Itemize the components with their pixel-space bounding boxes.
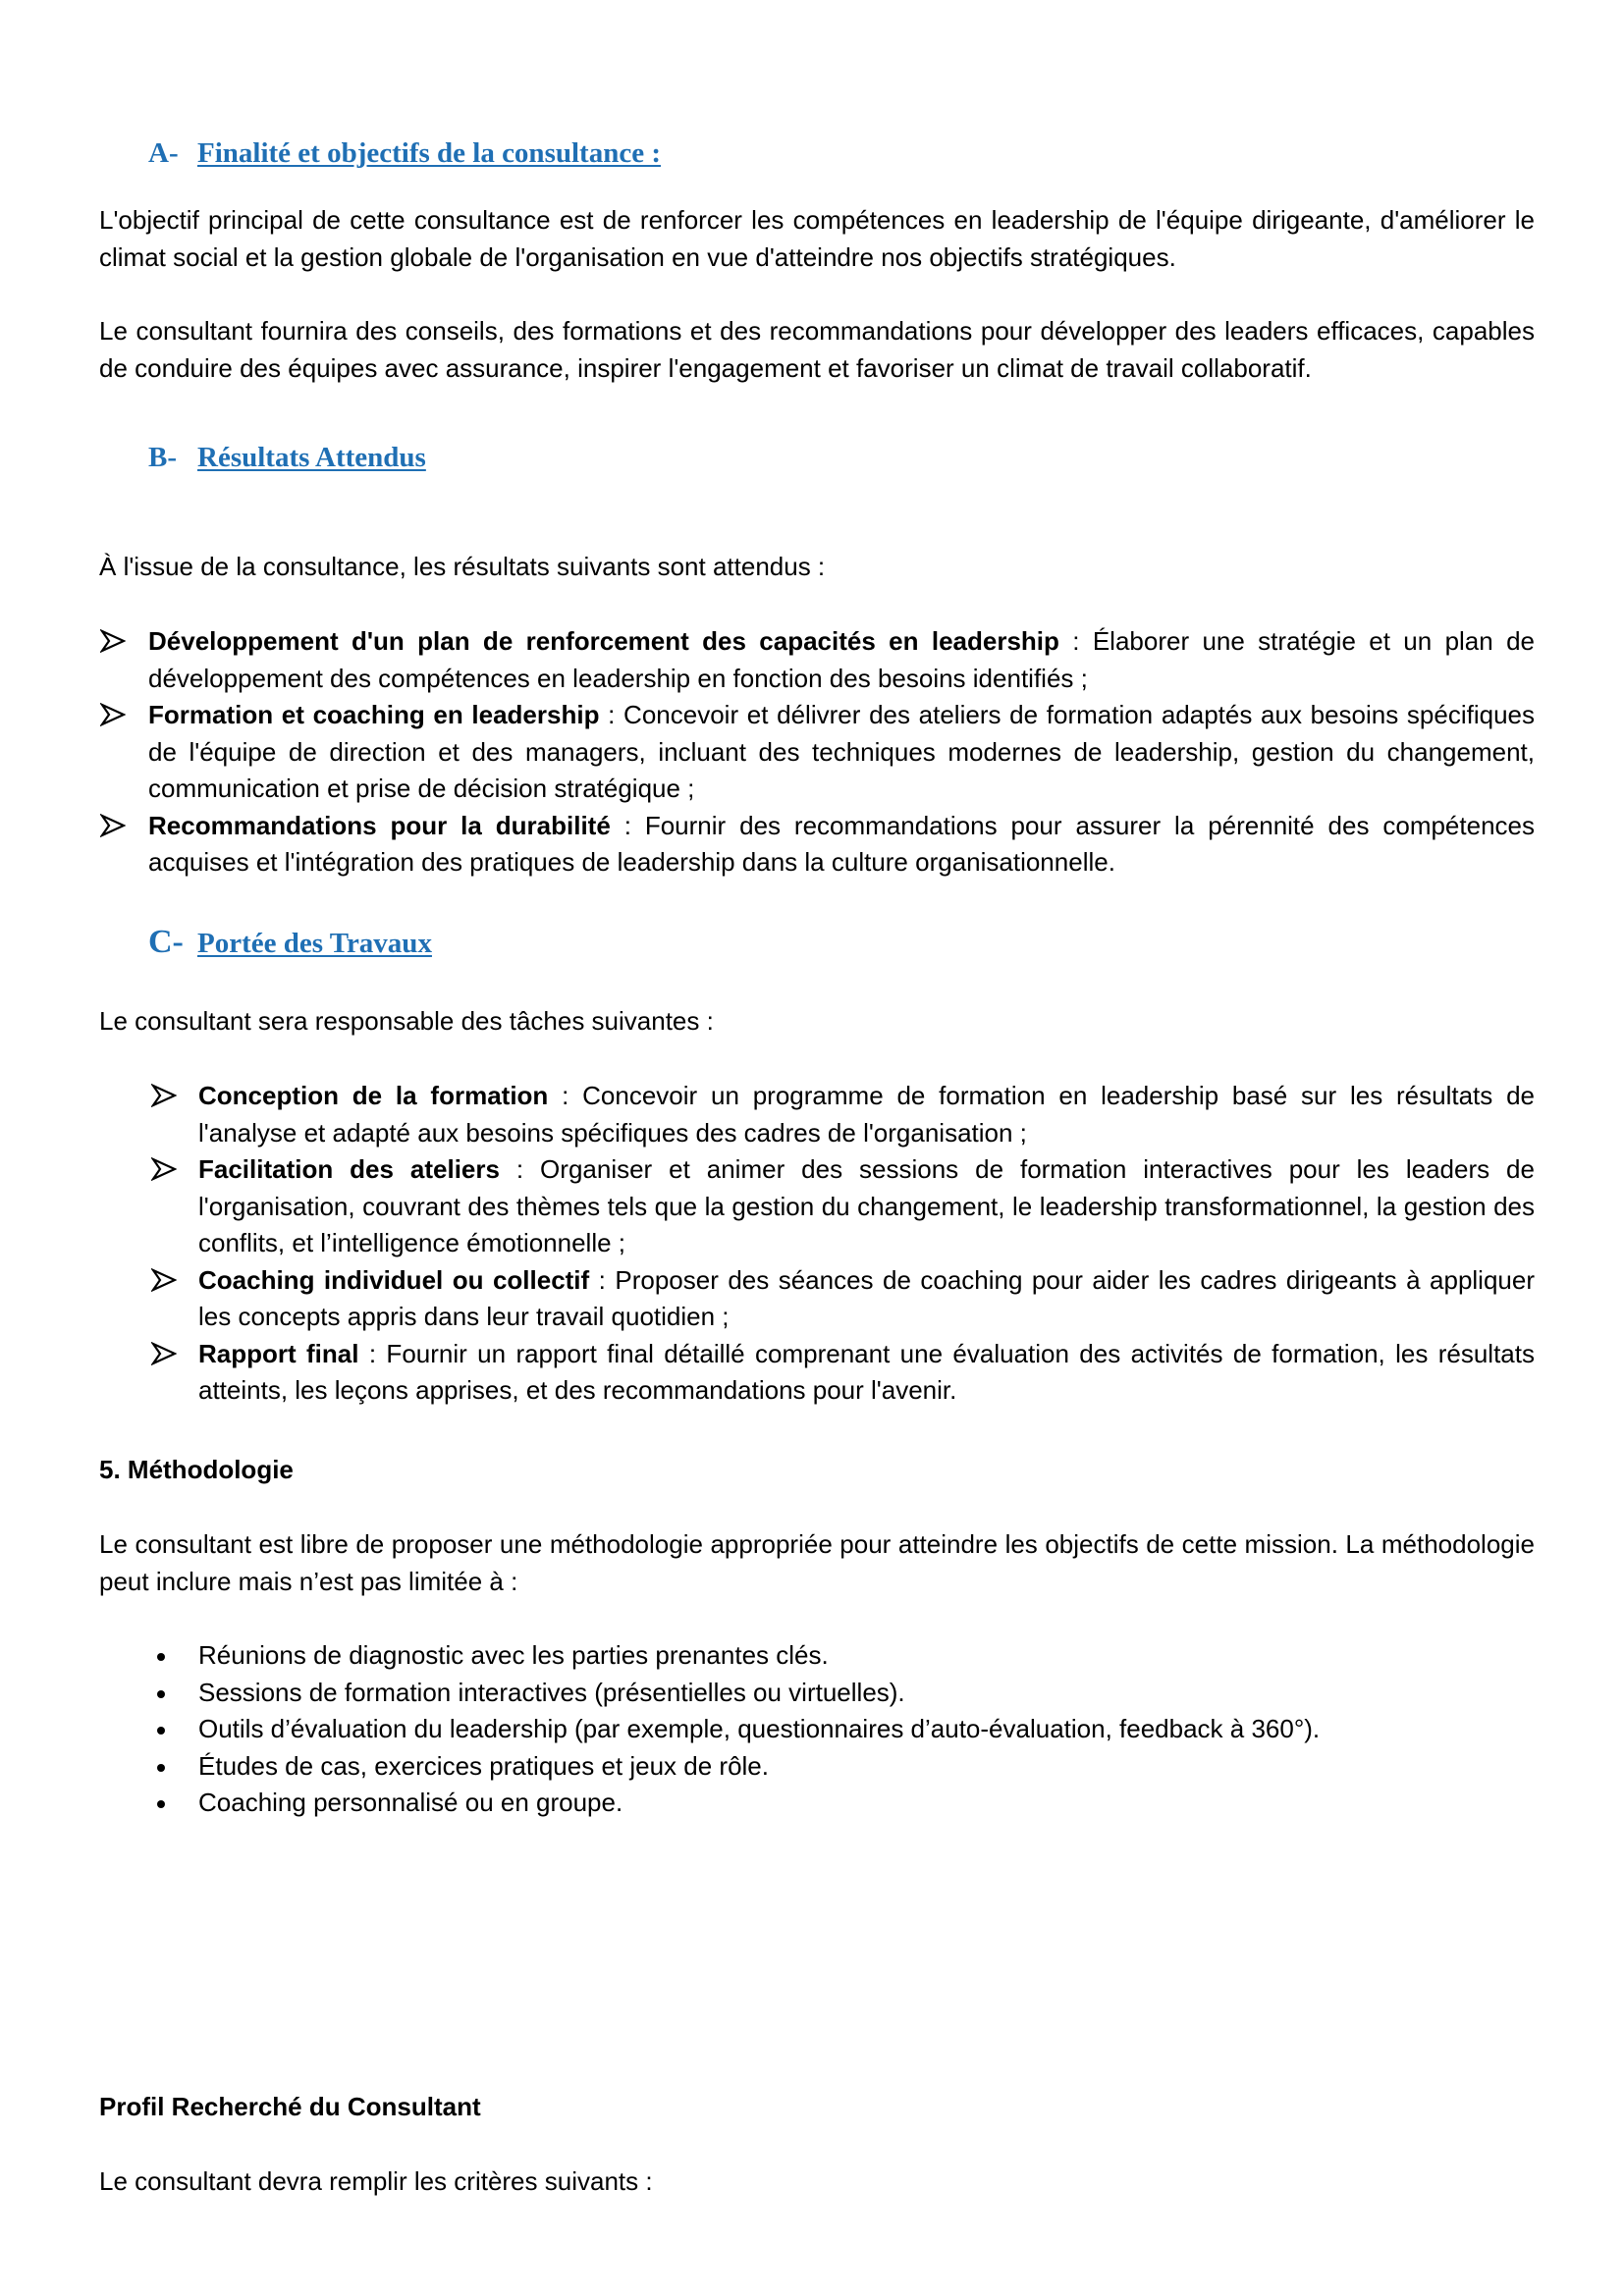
result-title: Recommandations pour la durabilité — [148, 810, 611, 840]
section-a-letter: A- — [148, 137, 179, 169]
bullet-dot-icon — [157, 1764, 165, 1772]
methodology-title: 5. Méthodologie — [99, 1455, 294, 1484]
intro-paragraph-2: Le consultant fournira des conseils, des formations et des recommandations pour développer des leaders efficaces, capables de conduire des équipes avec assurance, inspirer l'engagement et favoriser un climat de travail collaboratif. — [99, 316, 1535, 383]
section-c-heading — [148, 925, 432, 961]
list-item — [198, 1711, 1535, 1748]
list-item — [198, 1336, 1535, 1410]
intro-paragraph-1: L'objectif principal de cette consultance est de renforcer les compétences en leadership de l'équipe dirigeante, d'améliorer le climat social et la gestion globale de l'organisation en vue d'atteindre nos objectifs stratégiques. — [99, 205, 1535, 272]
section-b-heading — [148, 440, 426, 475]
section-b-title: Résultats Attendus — [197, 442, 426, 473]
arrow-bullet-icon — [151, 1268, 177, 1292]
list-item — [148, 623, 1535, 697]
list-item — [148, 808, 1535, 881]
methodology-item-text: Outils d’évaluation du leadership (par exemple, questionnaires d’auto-évaluation, feedback à 360°). — [198, 1714, 1321, 1743]
tasks-list — [198, 1078, 1535, 1410]
arrow-bullet-icon — [151, 1084, 177, 1107]
results-intro: À l'issue de la consultance, les résultats suivants sont attendus : — [99, 552, 826, 581]
arrow-bullet-icon — [151, 1157, 177, 1181]
list-item — [198, 1151, 1535, 1262]
list-item — [148, 697, 1535, 808]
task-title: Conception de la formation — [198, 1081, 549, 1110]
arrow-bullet-icon — [100, 703, 126, 726]
list-item — [198, 1785, 1535, 1822]
section-c-letter: C- — [148, 924, 184, 960]
arrow-bullet-icon — [100, 814, 126, 837]
result-title: Formation et coaching en leadership — [148, 700, 600, 729]
list-item — [198, 1637, 1535, 1675]
task-text: : Concevoir un programme de formation en leadership basé sur les résultats de l'analyse et adapté aux besoins spécifiques des cadres de l'organisation ; — [198, 1081, 1535, 1148]
methodology-item-text: Sessions de formation interactives (présentielles ou virtuelles). — [198, 1677, 905, 1707]
section-c-title: Portée des Travaux — [197, 928, 432, 959]
methodology-item-text: Réunions de diagnostic avec les parties prenantes clés. — [198, 1640, 829, 1670]
methodology-item-text: Coaching personnalisé ou en groupe. — [198, 1788, 623, 1817]
result-text: : Fournir des recommandations pour assurer la pérennité des compétences acquises et l'intégration des pratiques de leadership dans la culture organisationnelle. — [148, 810, 1535, 877]
task-title: Facilitation des ateliers — [198, 1154, 500, 1184]
section-b-letter: B- — [148, 442, 177, 473]
result-text: : Concevoir et délivrer des ateliers de formation adaptés aux besoins spécifiques de l'équipe de direction et des managers, incluant des techniques modernes de leadership, gestion du changement, communication et prise de décision stratégique ; — [148, 700, 1535, 803]
bullet-dot-icon — [157, 1690, 165, 1698]
task-text: : Fournir un rapport final détaillé comprenant une évaluation des activités de formation, les résultats atteints, les leçons apprises, et des recommandations pour l'avenir. — [198, 1338, 1535, 1405]
tasks-intro: Le consultant sera responsable des tâches suivantes : — [99, 1006, 714, 1036]
profile-title: Profil Recherché du Consultant — [99, 2092, 481, 2121]
task-text: : Proposer des séances de coaching pour aider les cadres dirigeants à appliquer les concepts appris dans leur travail quotidien ; — [198, 1264, 1535, 1331]
task-title: Rapport final — [198, 1338, 359, 1368]
section-a-heading — [148, 135, 661, 171]
methodology-list — [198, 1637, 1535, 1822]
methodology-item-text: Études de cas, exercices pratiques et jeux de rôle. — [198, 1750, 769, 1781]
arrow-bullet-icon — [100, 629, 126, 653]
result-title: Développement d'un plan de renforcement des capacités en leadership — [148, 626, 1059, 656]
list-item — [198, 1748, 1535, 1786]
results-list — [148, 623, 1535, 881]
list-item — [198, 1262, 1535, 1336]
bullet-dot-icon — [157, 1800, 165, 1808]
list-item — [198, 1675, 1535, 1712]
profile-intro: Le consultant devra remplir les critères suivants : — [99, 2166, 653, 2196]
task-text: : Organiser et animer des sessions de formation interactives pour les leaders de l'organisation, couvrant des thèmes tels que la gestion du changement, le leadership transformationnel, la gestion des conflits, et l’intelligence émotionnelle ; — [198, 1154, 1535, 1257]
bullet-dot-icon — [157, 1653, 165, 1661]
list-item — [198, 1078, 1535, 1151]
bullet-dot-icon — [157, 1727, 165, 1735]
task-title: Coaching individuel ou collectif — [198, 1264, 590, 1295]
methodology-intro: Le consultant est libre de proposer une méthodologie appropriée pour atteindre les objectifs de cette mission. La méthodologie peut inclure mais n’est pas limitée à : — [99, 1529, 1535, 1596]
section-a-title: Finalité et objectifs de la consultance : — [197, 137, 661, 169]
result-text: : Élaborer une stratégie et un plan de développement des compétences en leadership en fonction des besoins identifiés ; — [148, 626, 1535, 693]
arrow-bullet-icon — [151, 1342, 177, 1365]
